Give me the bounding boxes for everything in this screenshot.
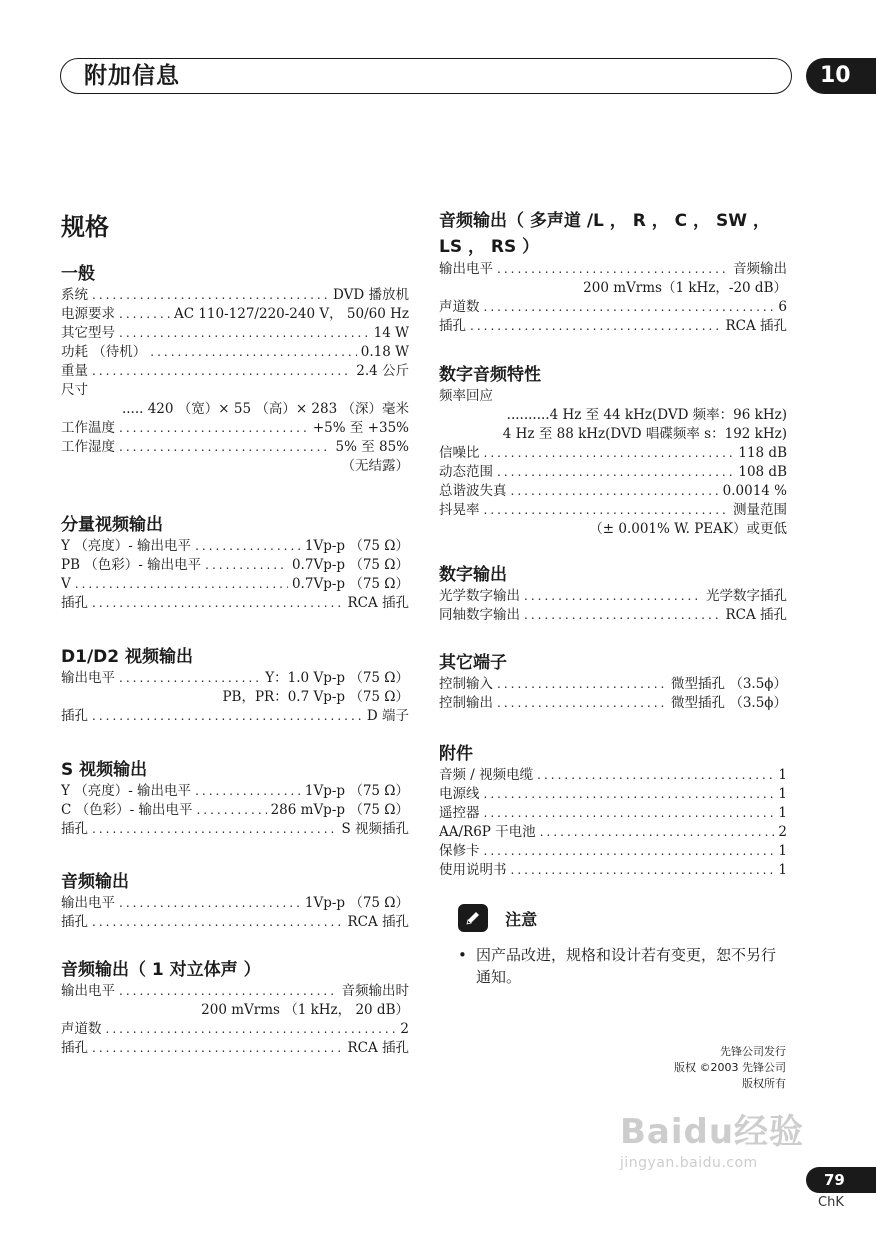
note-box <box>458 904 788 988</box>
spec-row: C （色彩）- 输出电平 ..... 286 mVp-p （75 Ω） <box>61 801 409 820</box>
digital-output-section <box>439 563 787 625</box>
spec-row: 其它型号 ..... 14 W <box>61 324 409 343</box>
page-number: 79 <box>806 1167 876 1193</box>
spec-row: 系统 ..... DVD 播放机 <box>61 286 409 305</box>
spec-row: 插孔 ..... RCA 插孔 <box>61 594 409 613</box>
note-body <box>458 944 788 988</box>
spec-continuation: 200 mVrms（1 kHz，-20 dB） <box>583 280 787 296</box>
baidu-watermark <box>620 1104 820 1184</box>
other-terminals-title: 其它端子 <box>439 653 507 673</box>
audio-output-section <box>61 870 409 932</box>
publisher-line: 版权 ©2003 先锋公司 <box>674 1061 786 1074</box>
note-title: 注意 <box>505 909 538 929</box>
note-text: 因产品改进，规格和设计若有变更，恕不另行通知。 <box>476 946 777 986</box>
spec-row: 光学数字输出 ..... 光学数字插孔 <box>439 587 787 606</box>
spec-row: 音频 / 视频电缆 ..... 1 <box>439 766 787 785</box>
page-heading: 规格 <box>61 213 109 241</box>
freq-label: 频率回应 <box>439 388 493 404</box>
spec-row: 控制输出 ..... 微型插孔 （3.5ϕ） <box>439 694 787 713</box>
svideo-section <box>61 758 409 839</box>
spec-row: 电源线 ..... 1 <box>439 785 787 804</box>
accessories-title: 附件 <box>439 744 473 764</box>
stereo-audio-section <box>61 958 409 1058</box>
spec-row: 插孔 ..... RCA 插孔 <box>61 1039 409 1058</box>
publisher-line: 先锋公司发行 <box>720 1045 786 1058</box>
spec-row: V ..... 0.7Vp-p （75 Ω） <box>61 575 409 594</box>
digital-output-title: 数字输出 <box>439 565 507 585</box>
spec-row: 使用说明书 ..... 1 <box>439 861 787 880</box>
spec-row: 动态范围 ..... 108 dB <box>439 463 787 482</box>
spec-row: 保修卡 ..... 1 <box>439 842 787 861</box>
component-title: 分量视频输出 <box>61 515 163 535</box>
pencil-icon <box>458 904 488 932</box>
spec-row: 插孔 ..... RCA 插孔 <box>439 317 787 336</box>
spec-row: 插孔 ..... D 端子 <box>61 707 409 726</box>
audio-title: 音频输出 <box>61 872 129 892</box>
spec-row: 插孔 ..... S 视频插孔 <box>61 820 409 839</box>
svideo-title: S 视频输出 <box>61 760 148 780</box>
spec-row: AA/R6P 干电池 ..... 2 <box>439 823 787 842</box>
spec-row: 功耗 （待机） ..... 0.18 W <box>61 343 409 362</box>
spec-row: Y （亮度）- 输出电平 ..... 1Vp-p （75 Ω） <box>61 782 409 801</box>
spec-row: 控制输入 ..... 微型插孔 （3.5ϕ） <box>439 675 787 694</box>
spec-row: 插孔 ..... RCA 插孔 <box>61 913 409 932</box>
stereo-title: 音频输出（ 1 对立体声 ） <box>61 960 261 980</box>
spec-row: 工作湿度 ..... 5% 至 85% <box>61 438 409 457</box>
bullet-icon: • <box>458 946 467 964</box>
spec-row: 电源要求 ..... AC 110-127/220-240 V， 50/60 Hz <box>61 305 409 324</box>
freq-line: ..........4 Hz 至 44 kHz(DVD 频率：96 kHz) <box>506 407 787 423</box>
spec-row: Y （亮度）- 输出电平 ..... 1Vp-p （75 Ω） <box>61 537 409 556</box>
size-value: ..... 420 （宽）× 55 （高）× 283 （深）毫米 <box>121 401 409 417</box>
spec-row: 信噪比 ..... 118 dB <box>439 444 787 463</box>
spec-row: PB （色彩）- 输出电平 ..... 0.7Vp-p （75 Ω） <box>61 556 409 575</box>
spec-row: 输出电平 ..... 1Vp-p （75 Ω） <box>61 894 409 913</box>
component-video-section <box>61 513 409 613</box>
spec-row: 总谐波失真 ..... 0.0014 % <box>439 482 787 501</box>
spec-row: 重量 ..... 2.4 公斤 <box>61 362 409 381</box>
other-terminals-section <box>439 651 787 713</box>
spec-row: 抖晃率 ..... 测量范围 <box>439 501 787 520</box>
humidity-note: （无结露） <box>341 458 409 474</box>
publisher-info <box>674 1044 786 1092</box>
spec-row: 遥控器 ..... 1 <box>439 804 787 823</box>
spec-row: 同轴数字输出 ..... RCA 插孔 <box>439 606 787 625</box>
multichannel-title: 音频输出（ 多声道 /L ， R ， C ， SW ， LS ， RS ） <box>439 211 770 257</box>
multichannel-audio-section <box>439 208 787 336</box>
d1d2-title: D1/D2 视频输出 <box>61 647 194 667</box>
spec-row: 声道数 ..... 6 <box>439 298 787 317</box>
digital-audio-title: 数字音频特性 <box>439 365 541 385</box>
chapter-number-tab: 10 <box>806 58 876 94</box>
watermark-logo: Baidu经验 <box>620 1112 805 1152</box>
watermark-url: jingyan.baidu.com <box>620 1155 758 1171</box>
accessories-section <box>439 742 787 880</box>
general-section <box>61 262 409 476</box>
digital-audio-section <box>439 363 787 539</box>
spec-continuation: （± 0.001% W. PEAK）或更低 <box>589 521 787 537</box>
spec-continuation: PB，PR：0.7 Vp-p （75 Ω） <box>222 689 409 705</box>
spec-row: 声道数 ..... 2 <box>61 1020 409 1039</box>
section-title: 附加信息 <box>84 63 180 89</box>
spec-row: 输出电平 ..... 音频输出时 <box>61 982 409 1001</box>
size-label: 尺寸 <box>61 382 88 398</box>
d1d2-video-section <box>61 645 409 726</box>
spec-row: 工作温度 ..... +5% 至 +35% <box>61 419 409 438</box>
general-title: 一般 <box>61 264 95 284</box>
spec-continuation: 200 mVrms （1 kHz， 20 dB） <box>201 1002 409 1018</box>
spec-row: 输出电平 ..... Y：1.0 Vp-p （75 Ω） <box>61 669 409 688</box>
spec-row: 输出电平 ..... 音频输出 <box>439 260 787 279</box>
language-code: ChK <box>818 1195 844 1210</box>
publisher-line: 版权所有 <box>742 1077 786 1090</box>
freq-line: 4 Hz 至 88 kHz(DVD 唱碟频率 s：192 kHz) <box>502 426 787 442</box>
